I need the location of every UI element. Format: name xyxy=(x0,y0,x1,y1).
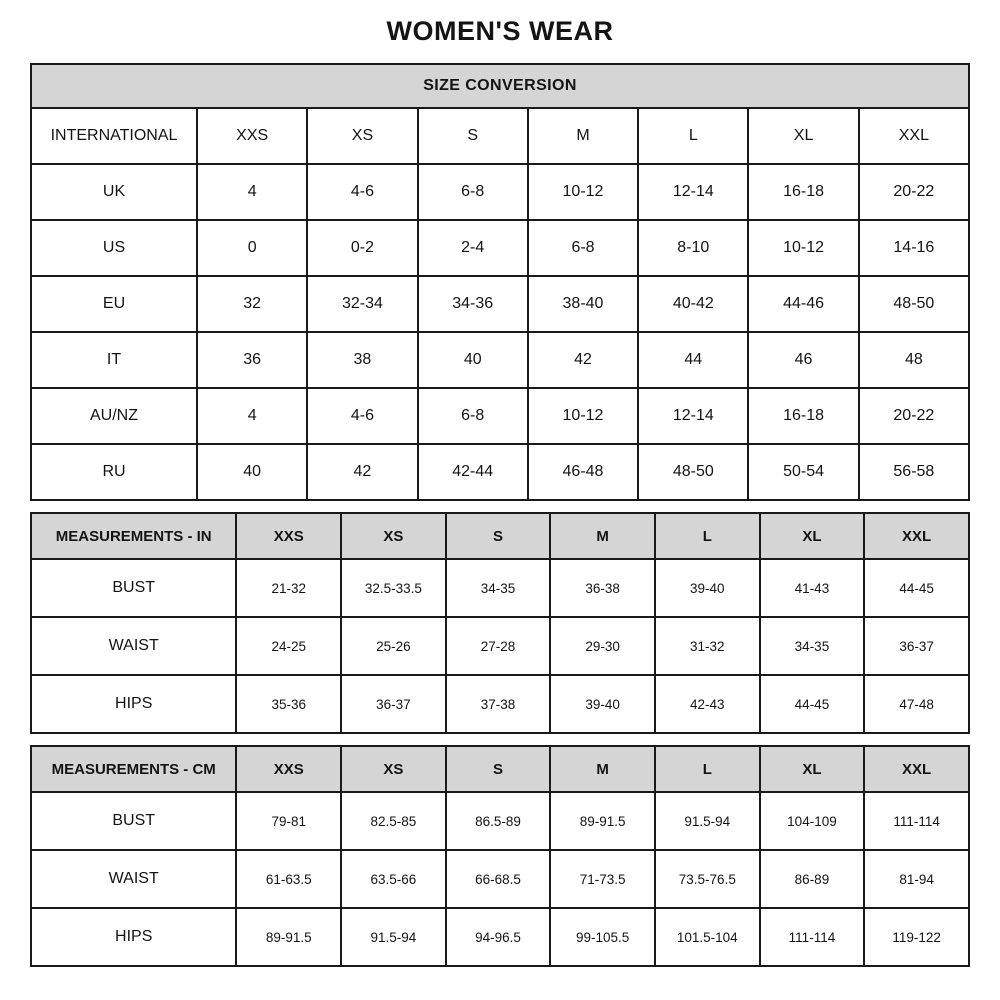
table-cell: XXS xyxy=(197,108,307,164)
table-cell: XS xyxy=(307,108,417,164)
size-column-header: XXL xyxy=(864,513,969,559)
table-cell: 42-44 xyxy=(418,444,528,500)
size-column-header: XXS xyxy=(236,746,341,792)
table-cell: 38 xyxy=(307,332,417,388)
table-cell: 47-48 xyxy=(864,675,969,733)
size-conversion-table xyxy=(30,63,970,501)
size-column-header: XS xyxy=(341,513,446,559)
table-cell: 4 xyxy=(197,164,307,220)
table-cell: 39-40 xyxy=(550,675,655,733)
table-cell: 6-8 xyxy=(528,220,638,276)
table-row xyxy=(31,559,969,617)
table-cell: 32 xyxy=(197,276,307,332)
table-row xyxy=(31,908,969,966)
table-cell: 32.5-33.5 xyxy=(341,559,446,617)
table-cell: 44-45 xyxy=(864,559,969,617)
table-cell: 71-73.5 xyxy=(550,850,655,908)
table-row xyxy=(31,108,969,164)
table-cell: 21-32 xyxy=(236,559,341,617)
size-column-header: L xyxy=(655,513,760,559)
table-cell: 10-12 xyxy=(748,220,858,276)
table-cell: 25-26 xyxy=(341,617,446,675)
table-cell: 82.5-85 xyxy=(341,792,446,850)
row-label: BUST xyxy=(31,792,236,850)
row-label: IT xyxy=(31,332,197,388)
table-cell: 42-43 xyxy=(655,675,760,733)
table-cell: 32-34 xyxy=(307,276,417,332)
table-cell: 40-42 xyxy=(638,276,748,332)
table-cell: 6-8 xyxy=(418,164,528,220)
table-cell: 56-58 xyxy=(859,444,969,500)
table-cell: 39-40 xyxy=(655,559,760,617)
table-cell: 40 xyxy=(418,332,528,388)
size-column-header: S xyxy=(446,746,551,792)
row-label: HIPS xyxy=(31,908,236,966)
row-label: WAIST xyxy=(31,617,236,675)
table-header-label: MEASUREMENTS - IN xyxy=(31,513,236,559)
table-cell: 27-28 xyxy=(446,617,551,675)
table-cell: 2-4 xyxy=(418,220,528,276)
table-cell: L xyxy=(638,108,748,164)
size-column-header: S xyxy=(446,513,551,559)
table-row xyxy=(31,617,969,675)
table-cell: 0-2 xyxy=(307,220,417,276)
row-label: EU xyxy=(31,276,197,332)
table-cell: 73.5-76.5 xyxy=(655,850,760,908)
table-cell: 4-6 xyxy=(307,164,417,220)
table-cell: 0 xyxy=(197,220,307,276)
table-cell: 44 xyxy=(638,332,748,388)
table-cell: 48 xyxy=(859,332,969,388)
table-cell: 16-18 xyxy=(748,388,858,444)
table-row xyxy=(31,675,969,733)
size-column-header: XL xyxy=(760,746,865,792)
table-cell: 8-10 xyxy=(638,220,748,276)
size-column-header: M xyxy=(550,746,655,792)
table-row xyxy=(31,220,969,276)
table-cell: 44-46 xyxy=(748,276,858,332)
table-cell: 89-91.5 xyxy=(550,792,655,850)
table-cell: 44-45 xyxy=(760,675,865,733)
table-row xyxy=(31,276,969,332)
table-row xyxy=(31,332,969,388)
table-row xyxy=(31,444,969,500)
row-label: RU xyxy=(31,444,197,500)
row-label: INTERNATIONAL xyxy=(31,108,197,164)
table-row xyxy=(31,850,969,908)
size-column-header: M xyxy=(550,513,655,559)
table-cell: 86.5-89 xyxy=(446,792,551,850)
table-cell: 6-8 xyxy=(418,388,528,444)
table-cell: 4 xyxy=(197,388,307,444)
table-cell: 42 xyxy=(528,332,638,388)
table-cell: 35-36 xyxy=(236,675,341,733)
table-cell: 119-122 xyxy=(864,908,969,966)
table-cell: 36-37 xyxy=(341,675,446,733)
row-label: WAIST xyxy=(31,850,236,908)
table-cell: 91.5-94 xyxy=(655,792,760,850)
table-cell: 10-12 xyxy=(528,164,638,220)
table-header-row xyxy=(31,513,969,559)
row-label: US xyxy=(31,220,197,276)
table-title-row xyxy=(31,64,969,108)
table-cell: 46 xyxy=(748,332,858,388)
size-column-header: XXL xyxy=(864,746,969,792)
table-cell: 14-16 xyxy=(859,220,969,276)
table-cell: 16-18 xyxy=(748,164,858,220)
table-cell: 37-38 xyxy=(446,675,551,733)
table-header-label: MEASUREMENTS - CM xyxy=(31,746,236,792)
measurements-cm-table xyxy=(30,745,970,967)
table-cell: XXL xyxy=(859,108,969,164)
table-cell: 66-68.5 xyxy=(446,850,551,908)
table-cell: 36-38 xyxy=(550,559,655,617)
table-cell: S xyxy=(418,108,528,164)
page-title: WOMEN'S WEAR xyxy=(386,16,614,46)
table-cell: 111-114 xyxy=(760,908,865,966)
table-cell: 20-22 xyxy=(859,388,969,444)
table-cell: 10-12 xyxy=(528,388,638,444)
table-cell: 42 xyxy=(307,444,417,500)
row-label: UK xyxy=(31,164,197,220)
table-cell: 81-94 xyxy=(864,850,969,908)
table-cell: 29-30 xyxy=(550,617,655,675)
measurements-in-table xyxy=(30,512,970,734)
table-cell: 40 xyxy=(197,444,307,500)
size-column-header: L xyxy=(655,746,760,792)
size-column-header: XL xyxy=(760,513,865,559)
size-column-header: XXS xyxy=(236,513,341,559)
table-cell: 12-14 xyxy=(638,388,748,444)
table-cell: 111-114 xyxy=(864,792,969,850)
table-cell: 38-40 xyxy=(528,276,638,332)
table-cell: 50-54 xyxy=(748,444,858,500)
table-cell: 48-50 xyxy=(859,276,969,332)
table-cell: XL xyxy=(748,108,858,164)
table-title: SIZE CONVERSION xyxy=(31,64,969,108)
table-row xyxy=(31,164,969,220)
table-header-row xyxy=(31,746,969,792)
table-cell: 99-105.5 xyxy=(550,908,655,966)
table-row xyxy=(31,792,969,850)
table-cell: 91.5-94 xyxy=(341,908,446,966)
table-cell: 104-109 xyxy=(760,792,865,850)
table-cell: 41-43 xyxy=(760,559,865,617)
row-label: BUST xyxy=(31,559,236,617)
table-cell: 12-14 xyxy=(638,164,748,220)
table-cell: 89-91.5 xyxy=(236,908,341,966)
table-cell: 24-25 xyxy=(236,617,341,675)
table-cell: 34-35 xyxy=(446,559,551,617)
table-cell: 34-36 xyxy=(418,276,528,332)
table-cell: 36 xyxy=(197,332,307,388)
table-cell: 94-96.5 xyxy=(446,908,551,966)
table-cell: 36-37 xyxy=(864,617,969,675)
table-cell: M xyxy=(528,108,638,164)
table-cell: 63.5-66 xyxy=(341,850,446,908)
row-label: AU/NZ xyxy=(31,388,197,444)
table-cell: 101.5-104 xyxy=(655,908,760,966)
table-cell: 46-48 xyxy=(528,444,638,500)
table-cell: 61-63.5 xyxy=(236,850,341,908)
table-cell: 86-89 xyxy=(760,850,865,908)
table-cell: 4-6 xyxy=(307,388,417,444)
size-column-header: XS xyxy=(341,746,446,792)
table-cell: 20-22 xyxy=(859,164,969,220)
table-cell: 48-50 xyxy=(638,444,748,500)
table-cell: 34-35 xyxy=(760,617,865,675)
table-cell: 79-81 xyxy=(236,792,341,850)
row-label: HIPS xyxy=(31,675,236,733)
table-cell: 31-32 xyxy=(655,617,760,675)
table-row xyxy=(31,388,969,444)
